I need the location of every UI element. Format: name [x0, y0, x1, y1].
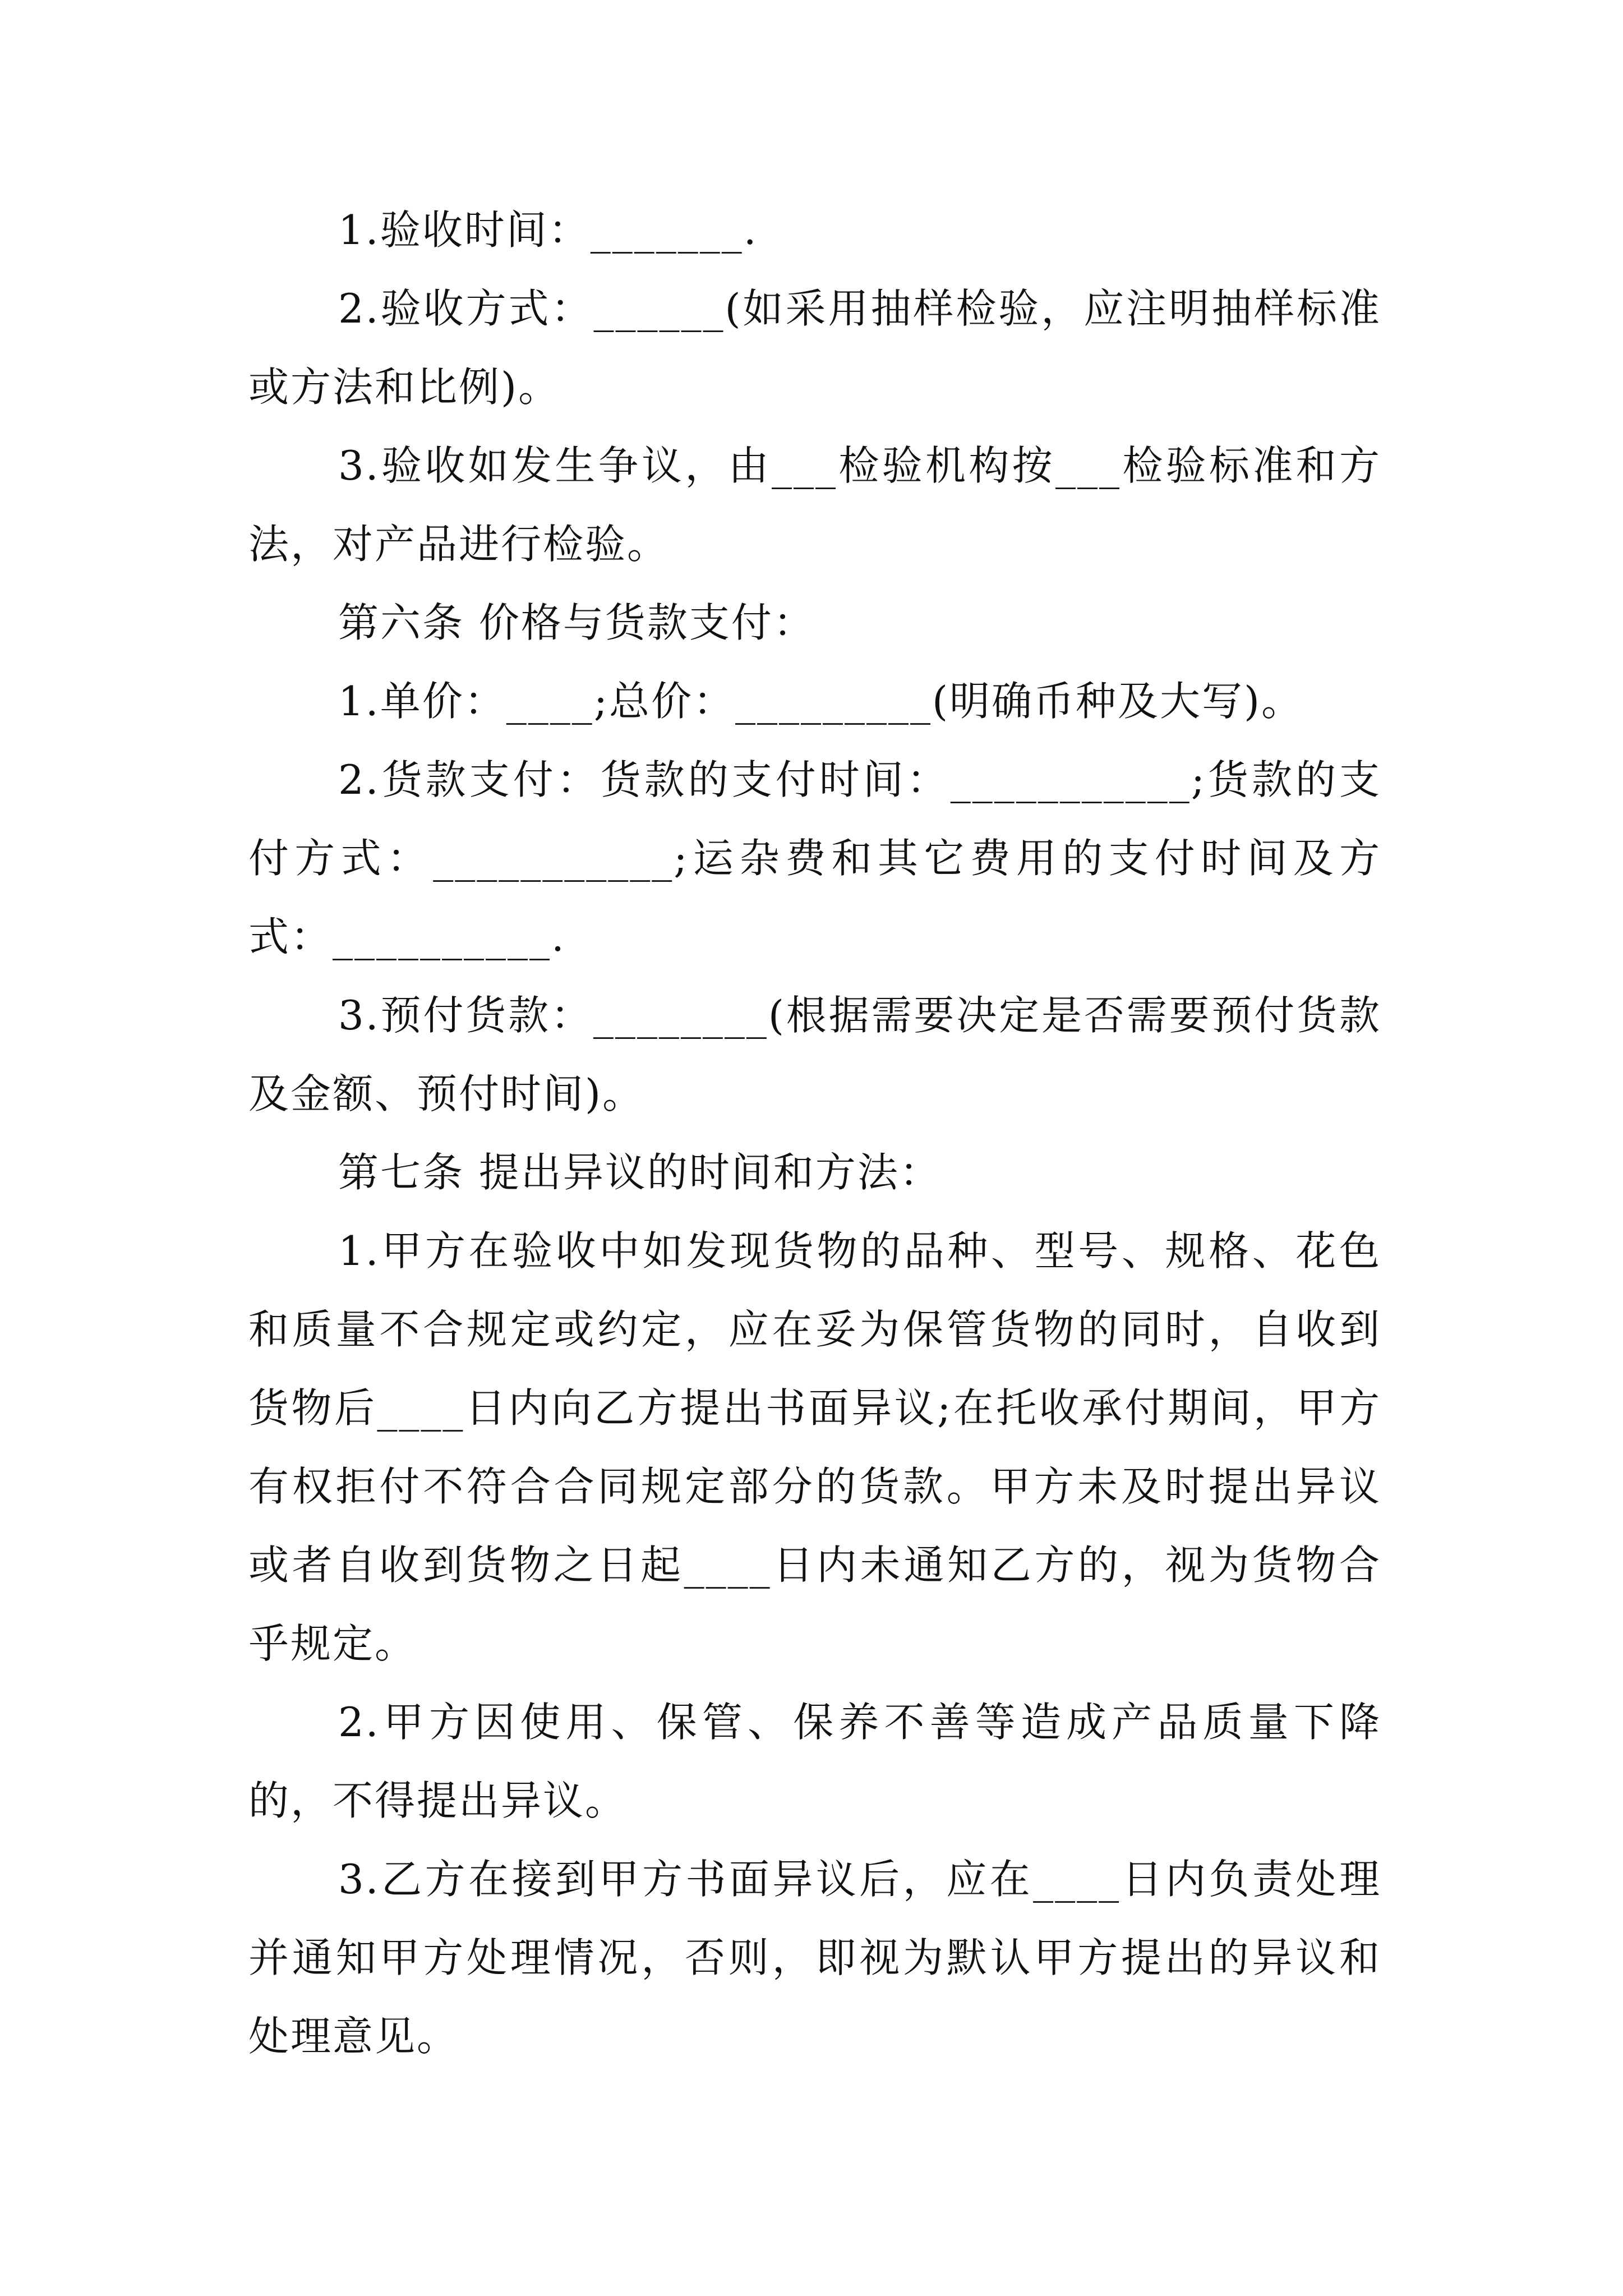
clause-acceptance-method: 2.验收方式：______(如采用抽样检验，应注明抽样标准或方法和比例)。	[248, 285, 1381, 411]
clause-price: 1.单价：____;总价：_________(明确币种及大写)。	[338, 678, 1304, 725]
clause-objection-handling: 3.乙方在接到甲方书面异议后，应在____日内负责处理并通知甲方处理情况，否则，即视为默认甲方提出的异议和处理意见。	[248, 1856, 1381, 2060]
article-6-heading: 第六条 价格与货款支付：	[338, 599, 815, 646]
clause-acceptance-dispute: 3.验收如发生争议，由___检验机构按___检验标准和方法，对产品进行检验。	[248, 442, 1381, 568]
article-7-heading: 第七条 提出异议的时间和方法：	[338, 1149, 942, 1196]
clause-acceptance-time: 1.验收时间：_______.	[338, 206, 758, 254]
clause-payment: 2.货款支付：货款的支付时间：___________;货款的支付方式：___________;运杂费和其它费用的支付时间及方式：__________.	[248, 756, 1381, 960]
clause-objection-exclusion: 2.甲方因使用、保管、保养不善等造成产品质量下降的，不得提出异议。	[248, 1699, 1381, 1824]
document-body	[248, 191, 1381, 2076]
clause-prepayment: 3.预付货款：________(根据需要决定是否需要预付货款及金额、预付时间)。	[248, 992, 1381, 1117]
clause-objection-period: 1.甲方在验收中如发现货物的品种、型号、规格、花色和质量不合规定或约定，应在妥为保管货物的同时，自收到货物后____日内向乙方提出书面异议;在托收承付期间，甲方有权拒付不符合合同规定部分的货款。甲方未及时提出异议或者自收到货物之日起____日内未通知乙方的，视为货物合乎规定。	[248, 1227, 1381, 1667]
